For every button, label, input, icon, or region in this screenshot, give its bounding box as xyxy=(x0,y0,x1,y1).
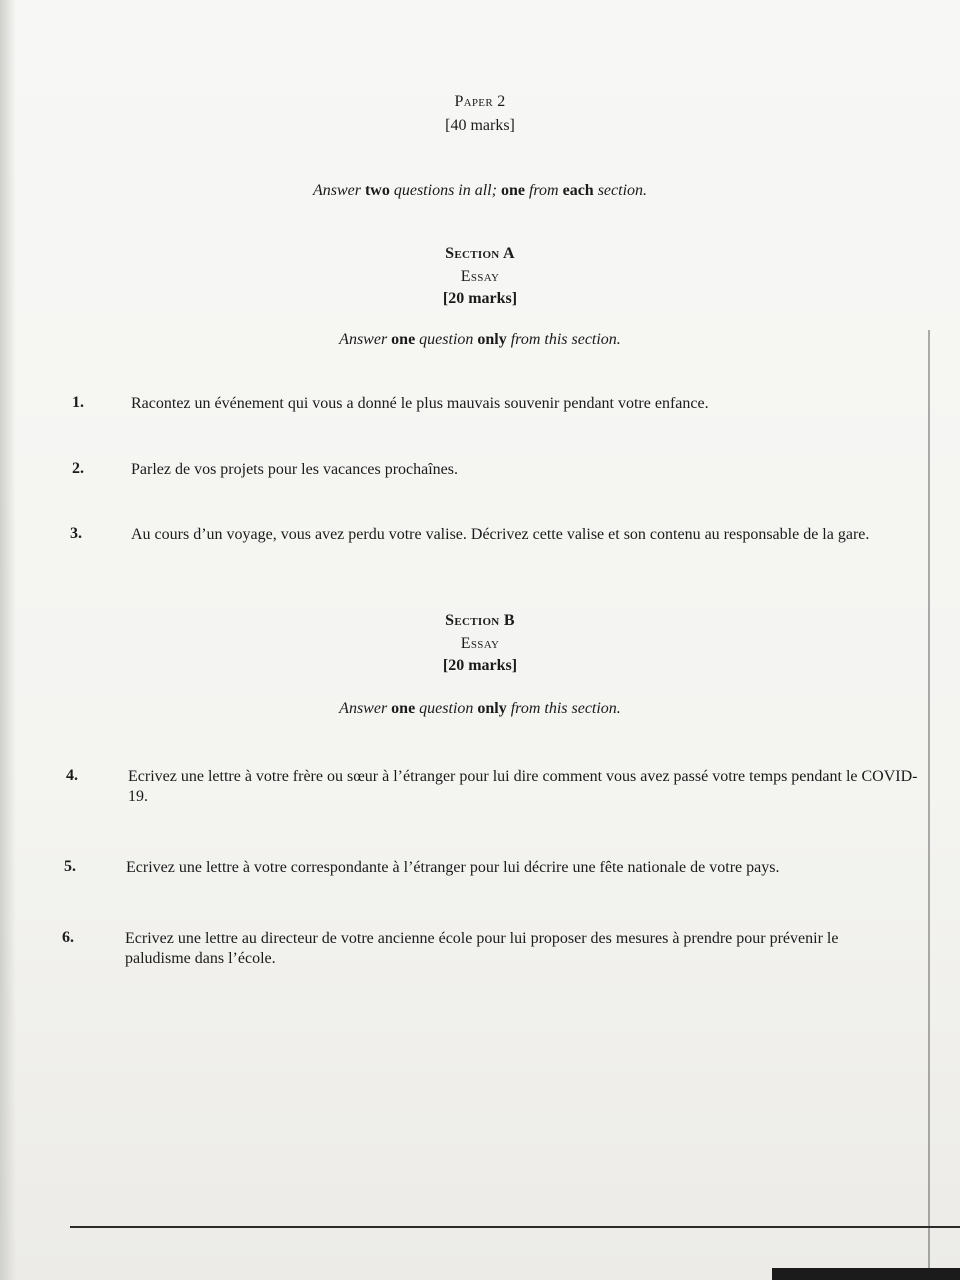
instruction-fragment: only xyxy=(477,331,511,348)
instruction-fragment: one xyxy=(387,700,420,717)
question-text: Ecrivez une lettre à votre correspondante à l’étranger pour lui décrire une fête nationale de votre pays. xyxy=(126,859,780,876)
instruction-fragment: question xyxy=(419,700,478,717)
question-text: Ecrivez une lettre au directeur de votre ancienne école pour lui proposer des mesures à prendre pour prévenir le paludisme dans l’école. xyxy=(125,930,839,967)
question-text: Au cours d’un voyage, vous avez perdu votre valise. Décrivez cette valise et son contenu au responsable de la gare. xyxy=(131,526,870,543)
question-text: Parlez de vos projets pour les vacances prochaînes. xyxy=(131,461,458,478)
instruction-fragment: one xyxy=(500,182,529,199)
instruction-fragment: section. xyxy=(597,182,648,199)
section-a-instruction xyxy=(0,331,960,349)
question-number: 2. xyxy=(72,460,84,477)
instruction-fragment: questions in all; xyxy=(393,182,501,199)
page-fold-line xyxy=(928,330,930,1280)
question-number: 6. xyxy=(62,929,74,946)
paper-marks: [40 marks] xyxy=(445,117,515,134)
question-number: 4. xyxy=(66,767,78,784)
question-text: Ecrivez une lettre à votre frère ou sœur à l’étranger pour lui dire comment vous avez passé votre temps pendant le COVID-19. xyxy=(128,768,918,805)
instruction-fragment: two xyxy=(360,182,394,199)
section-a-subtitle: Essay xyxy=(460,268,500,285)
instruction-fragment: from this section. xyxy=(510,331,621,348)
instruction-fragment: only xyxy=(477,700,511,717)
question-number: 3. xyxy=(70,525,82,542)
footer-rule xyxy=(70,1226,960,1228)
question-text: Racontez un événement qui vous a donné le plus mauvais souvenir pendant votre enfance. xyxy=(131,395,709,412)
section-a-title: Section A xyxy=(445,245,515,262)
instruction-fragment: from this section. xyxy=(510,700,621,717)
question-number: 5. xyxy=(64,858,76,875)
paper-title: Paper 2 xyxy=(454,93,506,110)
instruction-fragment: from xyxy=(528,182,563,199)
section-b-instruction xyxy=(0,700,960,718)
instruction-fragment: each xyxy=(562,182,598,199)
instruction-fragment: Answer xyxy=(312,182,361,199)
section-b-title: Section B xyxy=(445,612,515,629)
next-page-edge xyxy=(772,1268,960,1280)
instruction-fragment: one xyxy=(387,331,420,348)
section-a-marks: [20 marks] xyxy=(442,290,518,307)
general-instruction xyxy=(0,182,960,200)
instruction-fragment: question xyxy=(419,331,478,348)
section-b-marks: [20 marks] xyxy=(442,657,518,674)
section-b-subtitle: Essay xyxy=(460,635,500,652)
instruction-fragment: Answer xyxy=(339,331,388,348)
instruction-fragment: Answer xyxy=(339,700,388,717)
question-number: 1. xyxy=(72,394,84,411)
